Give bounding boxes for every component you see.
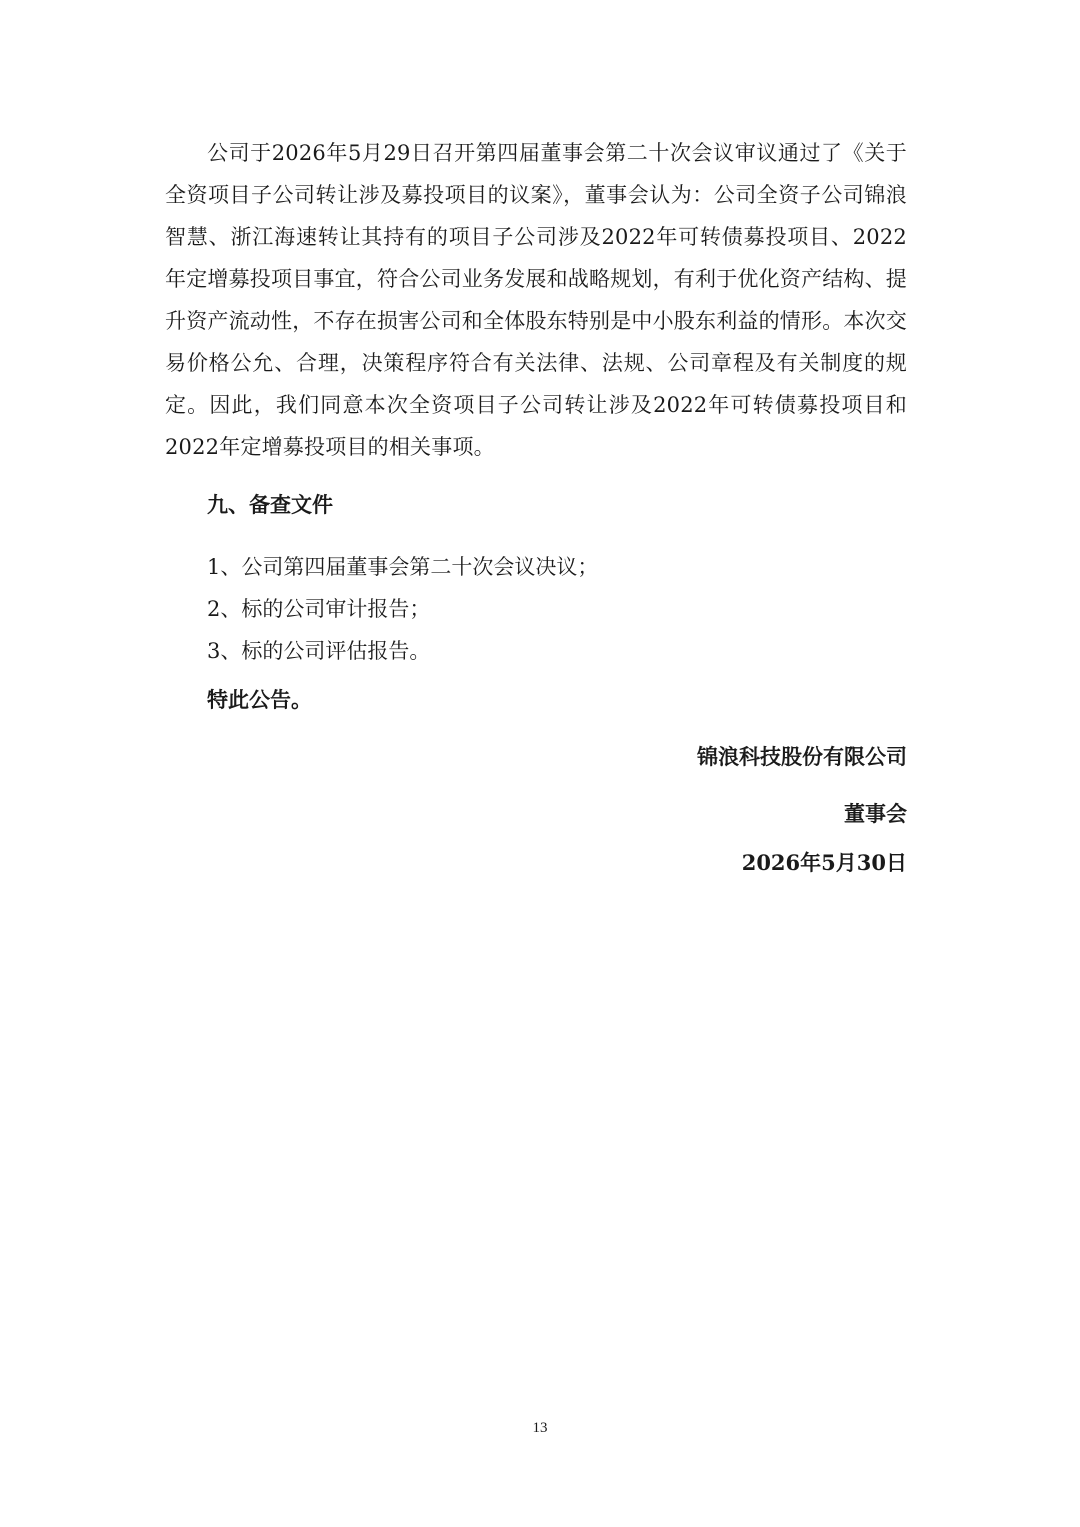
reference-docs-list: [207, 546, 598, 672]
list-item: 1、公司第四届董事会第二十次会议决议；: [207, 555, 599, 579]
page-number: 13: [532, 1420, 548, 1436]
section-heading-reference-docs: 九、备查文件: [207, 493, 333, 517]
closing-statement: 特此公告。: [207, 688, 312, 712]
signature-date: 2026年5月30日: [741, 850, 907, 875]
list-item: 2、标的公司审计报告；: [207, 597, 431, 621]
signature-company: 锦浪科技股份有限公司: [697, 745, 907, 769]
list-item: 3、标的公司评估报告。: [207, 639, 431, 663]
board-opinion-paragraph: 公司于2026年5月29日召开第四届董事会第二十次会议审议通过了《关于全资项目子公司转让涉及募投项目的议案》，董事会认为：公司全资子公司锦浪智慧、浙江海速转让其持有的项目子公司涉及2022年可转债募投项目、2022年定增募投项目事宜，符合公司业务发展和战略规划，有利于优化资产结构、提升资产流动性，不存在损害公司和全体股东特别是中小股东利益的情形。本次交易价格公允、合理，决策程序符合有关法律、法规、公司章程及有关制度的规定。因此，我们同意本次全资项目子公司转让涉及2022年可转债募投项目和2022年定增募投项目的相关事项。: [165, 141, 907, 459]
signature-board: 董事会: [844, 802, 907, 826]
